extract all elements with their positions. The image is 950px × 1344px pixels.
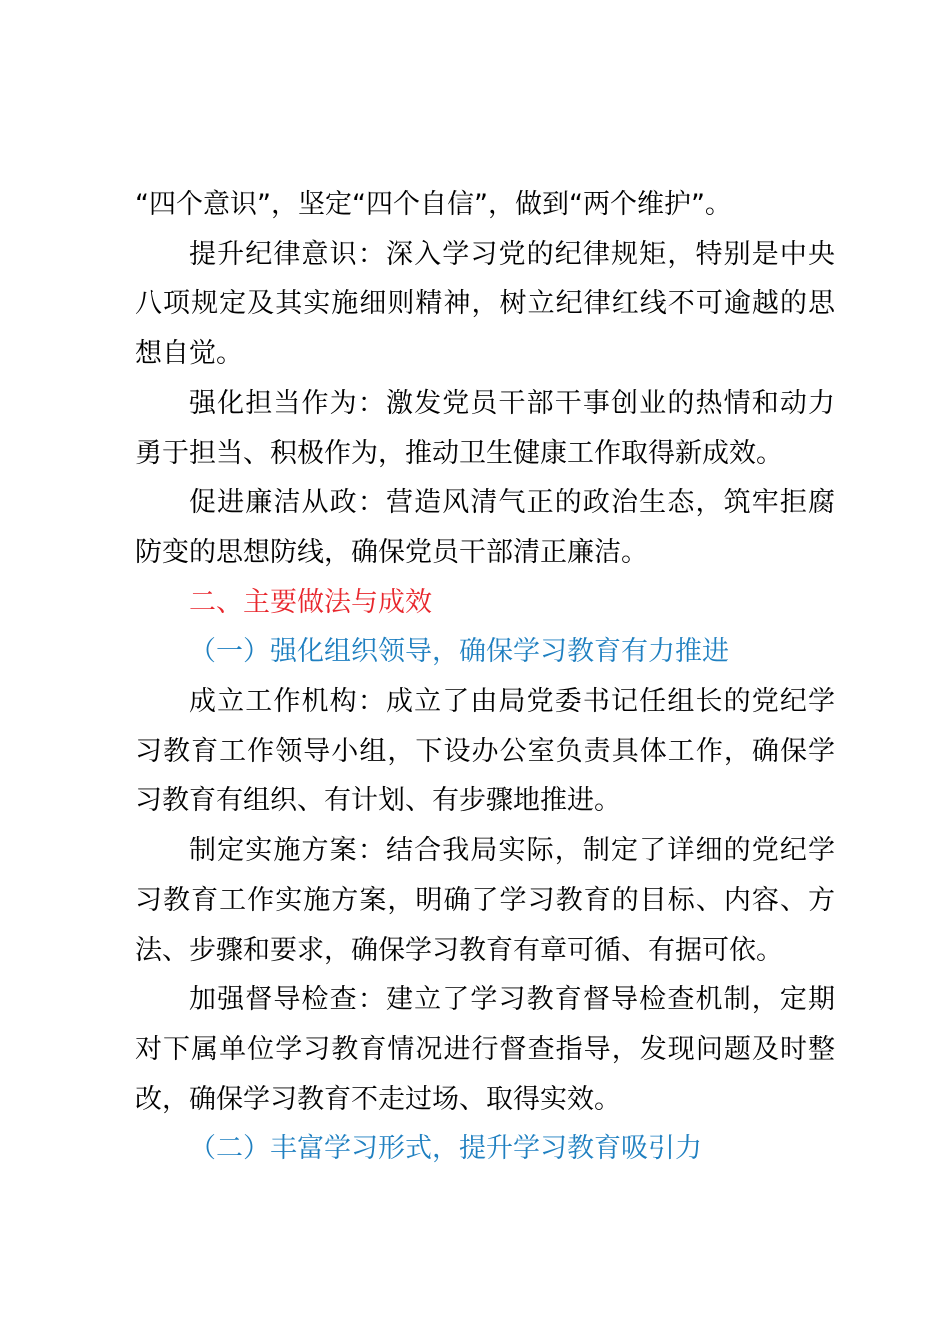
document-body [135, 180, 835, 1174]
subsection-heading-learning-forms: （二）丰富学习形式，提升学习教育吸引力 [189, 1133, 702, 1165]
paragraph-integrity: 促进廉洁从政：营造风清气正的政治生态，筑牢拒腐防变的思想防线，确保党员干部清正廉洁。 [135, 487, 835, 568]
paragraph-implementation-plan: 制定实施方案：结合我局实际，制定了详细的党纪学习教育工作实施方案，明确了学习教育的目标、内容、方法、步骤和要求，确保学习教育有章可循、有据可依。 [135, 835, 835, 966]
paragraph-discipline-awareness: 提升纪律意识：深入学习党的纪律规矩，特别是中央八项规定及其实施细则精神，树立纪律红线不可逾越的思想自觉。 [135, 238, 835, 370]
paragraph-continuation: “四个意识”，坚定“四个自信”，做到“两个维护”。 [135, 189, 732, 220]
paragraph-responsibility: 强化担当作为：激发党员干部干事创业的热情和动力勇于担当、积极作为，推动卫生健康工作取得新成效。 [135, 387, 835, 469]
paragraph-supervision: 加强督导检查：建立了学习教育督导检查机制，定期对下属单位学习教育情况进行督查指导，发现问题及时整改，确保学习教育不走过场、取得实效。 [135, 984, 835, 1115]
paragraph-working-body: 成立工作机构：成立了由局党委书记任组长的党纪学习教育工作领导小组，下设办公室负责具体工作，确保学习教育有组织、有计划、有步骤地推进。 [135, 686, 835, 817]
section-heading-main-practices: 二、主要做法与成效 [189, 586, 432, 618]
subsection-heading-organization: （一）强化组织领导，确保学习教育有力推进 [189, 636, 729, 668]
